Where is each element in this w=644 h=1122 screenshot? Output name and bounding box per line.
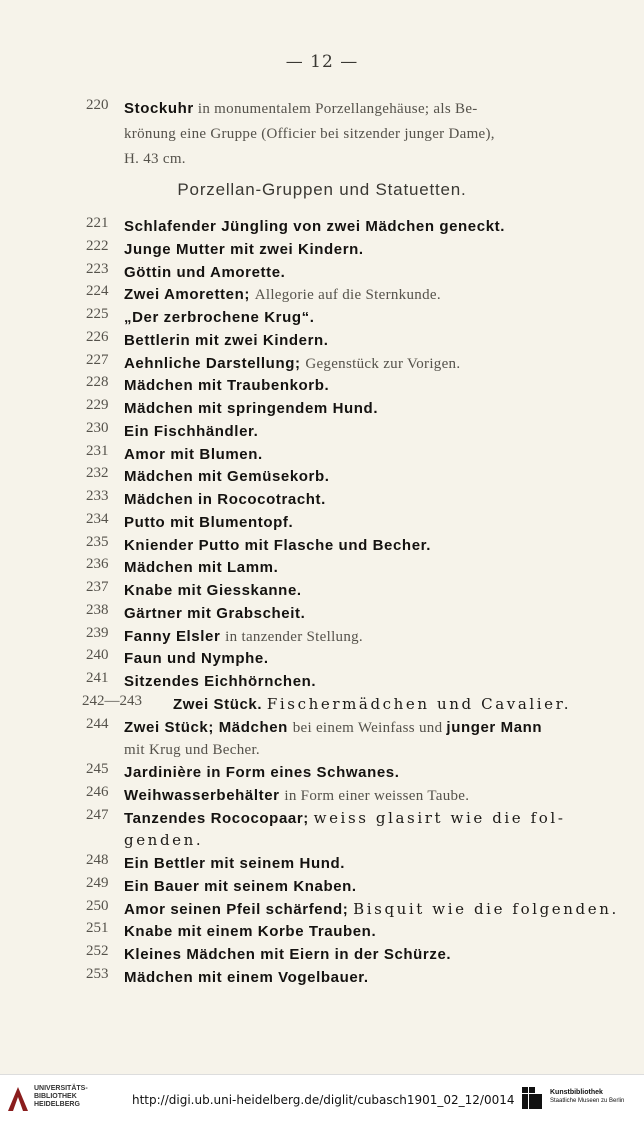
entry-number: 248: [86, 852, 109, 868]
entry-text-segment: Kleines Mädchen mit Eiern in der Schürze.: [124, 946, 452, 963]
entry-number: 249: [86, 874, 109, 891]
entry-text-segment: bei einem Weinfass und: [292, 719, 447, 736]
entry-text-segment: Zwei Stück; Mädchen: [124, 718, 293, 736]
entry-text-segment: Ein Bauer mit seinem Knaben.: [124, 877, 357, 895]
entry-text-segment: Weihwasserbehälter: [124, 786, 285, 804]
entry-number: 236: [86, 556, 109, 573]
entry-number: 222: [86, 237, 109, 254]
entry-line: [124, 784, 614, 807]
entry-line: [124, 761, 614, 784]
entry-line: [124, 283, 614, 306]
entry-number: 237: [86, 579, 109, 595]
entry-text-segment: Kniender Putto mit Flasche und Becher.: [124, 536, 432, 554]
entry-continuation-line: [124, 738, 614, 761]
entry-text-segment: Fanny Elsler: [124, 627, 226, 645]
entry-number: 245: [86, 761, 109, 777]
entry-number: 253: [86, 965, 109, 982]
entry-line: [124, 556, 614, 579]
entry-text-segment: Ein Fischhändler.: [124, 422, 259, 440]
entry-continuation-line: [124, 147, 614, 170]
entry-text-segment: Ein Bettler mit seinem Hund.: [124, 855, 345, 872]
kb-subtitle: Staatliche Museen zu Berlin: [550, 1098, 625, 1104]
entry-number: 246: [86, 783, 109, 800]
entry-text-segment: Gärtner mit Grabscheit.: [124, 604, 306, 622]
entry-line: [124, 966, 614, 989]
entry-line: [124, 488, 614, 511]
entry-text-segment: Fischermädchen und Cavalier.: [266, 694, 572, 713]
entry-text-segment: Jardinière in Form eines Schwanes.: [124, 764, 400, 781]
entry-number: 252: [86, 943, 109, 959]
entry-text-segment: Knabe mit Giesskanne.: [124, 582, 302, 599]
entry-line: [124, 443, 614, 466]
entry-number: 233: [86, 488, 109, 504]
entry-text-segment: Mädchen mit springendem Hund.: [124, 400, 379, 417]
entry-text-segment: Aehnliche Darstellung;: [124, 354, 306, 372]
entry-text-segment: Tanzendes Rococopaar;: [124, 809, 314, 827]
entry-text-segment: Gegenstück zur Vorigen.: [305, 355, 461, 372]
entry-line: [124, 670, 614, 693]
kunstbibliothek-wordmark: [550, 1088, 624, 1105]
entry-number: 230: [86, 419, 109, 436]
entry-text-segment: Sitzendes Eichhörnchen.: [124, 673, 317, 690]
entry-line: [124, 261, 614, 284]
entry-line: [124, 306, 614, 329]
entry-number: 238: [86, 601, 109, 618]
entry-line: [124, 534, 614, 557]
entry-line: [124, 625, 614, 648]
entry-text-segment: mit Krug und Becher.: [124, 742, 260, 759]
entry-number: 244: [86, 715, 109, 732]
entry-text-segment: in monumentalem Porzellangehäuse; als Be-: [193, 101, 478, 117]
entry-line: [124, 238, 614, 261]
footer-bar: [0, 1074, 644, 1122]
entry-number: 231: [86, 442, 109, 459]
entry-number: 242—243: [82, 692, 142, 709]
entry-text-segment: Stockuhr: [124, 100, 194, 117]
entry-text-segment: Mädchen mit einem Vogelbauer.: [124, 968, 369, 986]
entry-text-segment: Mädchen mit Traubenkorb.: [124, 377, 330, 395]
entry-text-segment: Bettlerin mit zwei Kindern.: [124, 331, 329, 349]
entry-number: 235: [86, 533, 109, 550]
entry-text-segment: in tanzender Stellung.: [225, 628, 363, 645]
entry-line: [124, 943, 614, 966]
entry-line: [124, 352, 614, 375]
entry-text-segment: Bisquit wie die folgenden.: [353, 899, 619, 918]
entry-line: [124, 97, 614, 120]
entry-text-segment: genden.: [124, 831, 204, 850]
entry-text-segment: Göttin und Amorette.: [124, 263, 286, 281]
entry-text-segment: Putto mit Blumentopf.: [124, 513, 294, 531]
entry-line: [124, 329, 614, 352]
kb-title: Kunstbibliothek: [550, 1089, 603, 1096]
entry-line: [124, 465, 614, 488]
entry-line: [124, 602, 614, 625]
kunstbibliothek-logo-icon: [522, 1087, 542, 1109]
entry-text-segment: Allegorie auf die Sternkunde.: [254, 287, 441, 304]
entry-line: [124, 215, 614, 238]
entry-line: [124, 875, 614, 898]
entry-text-segment: in Form einer weissen Taube.: [284, 787, 470, 804]
entry-text-segment: junger Mann: [446, 718, 543, 736]
entry-line: [124, 898, 619, 921]
library-line: UNIVERSITÄTS-: [34, 1085, 88, 1092]
university-library-logo-icon: [6, 1083, 30, 1113]
university-library-wordmark: [34, 1085, 88, 1109]
entry-number: 220: [86, 97, 109, 113]
entry-line: [124, 920, 614, 943]
entry-line: [124, 579, 614, 602]
entry-number: 223: [86, 260, 109, 277]
entry-line: [124, 807, 614, 830]
entry-text-segment: Zwei Amoretten;: [124, 286, 255, 304]
entry-line: [124, 647, 614, 670]
permalink-url[interactable]: http://digi.ub.uni-heidelberg.de/diglit/cubasch1901_02_12/0014: [132, 1093, 515, 1107]
entry-number: 241: [86, 670, 109, 686]
entry-text-segment: krönung eine Gruppe (Officier bei sitzender junger Dame),: [124, 126, 495, 142]
entry-number: 221: [86, 215, 109, 231]
entry-text-segment: Junge Mutter mit zwei Kindern.: [124, 240, 364, 258]
library-line: BIBLIOTHEK: [34, 1093, 77, 1100]
entry-continuation-line: [124, 829, 614, 851]
entry-text-segment: Faun und Nymphe.: [124, 650, 269, 668]
entry-continuation-line: [124, 122, 614, 145]
entry-number: 229: [86, 397, 109, 413]
entry-text-segment: H. 43 cm.: [124, 151, 186, 167]
entry-text-segment: Zwei Stück.: [173, 695, 267, 713]
entry-line: [124, 716, 614, 739]
entry-number: 240: [86, 647, 109, 664]
entry-number: 225: [86, 306, 109, 322]
entry-number: 250: [86, 897, 109, 914]
entry-text-segment: weiss glasirt wie die fol-: [313, 808, 566, 827]
entry-number: 226: [86, 328, 109, 345]
entry-number: 224: [86, 283, 109, 300]
entry-number: 247: [86, 806, 109, 823]
entry-number: 232: [86, 465, 109, 482]
entry-line: [124, 397, 614, 420]
entry-number: 228: [86, 374, 109, 391]
section-heading: Porzellan-Gruppen und Statuetten.: [177, 180, 467, 199]
entry-number: 234: [86, 510, 109, 527]
entry-number: 227: [86, 351, 109, 368]
entry-line: [173, 693, 614, 716]
entry-text-segment: Schlafender Jüngling von zwei Mädchen geneckt.: [124, 218, 506, 235]
entry-text-segment: Mädchen in Rococotracht.: [124, 491, 326, 508]
entry-text-segment: Amor mit Blumen.: [124, 445, 263, 463]
entry-number: 251: [86, 920, 109, 937]
entry-text-segment: Amor seinen Pfeil schärfend;: [124, 900, 354, 918]
entry-text-segment: „Der zerbrochene Krug“.: [124, 309, 315, 326]
entry-number: 239: [86, 624, 109, 641]
page-number: — 12 —: [285, 52, 359, 72]
entry-text-segment: Mädchen mit Gemüsekorb.: [124, 468, 330, 486]
entry-line: [124, 852, 614, 875]
entry-line: [124, 511, 614, 534]
entry-line: [124, 420, 614, 443]
library-line: HEIDELBERG: [34, 1101, 80, 1108]
entry-text-segment: Mädchen mit Lamm.: [124, 559, 279, 577]
entry-text-segment: Knabe mit einem Korbe Trauben.: [124, 923, 377, 941]
entry-line: [124, 374, 614, 397]
